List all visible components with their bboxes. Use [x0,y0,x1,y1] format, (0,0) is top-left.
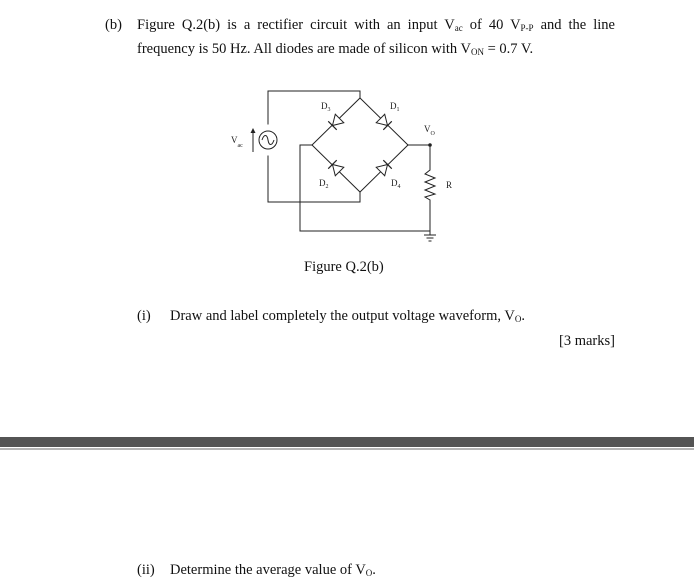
resistor [425,170,435,200]
vac-arrowhead [251,128,256,133]
bridge-rectifier-circuit [220,84,460,254]
statement-tail: and the line [540,17,615,33]
question-ii-text [170,561,376,582]
node-output [428,143,432,147]
statement-lead: Figure Q.2(b) is a rectifier circuit with an input V [137,17,455,33]
label-vac: $V_{ac}$ [231,135,243,149]
page-separator-bar [0,437,694,447]
von-subscript: ON [470,47,484,57]
figure-caption: Figure Q.2(b) [304,259,384,275]
label-d2: $D_2$ [319,178,329,190]
ground-symbol [424,235,436,241]
question-ii-label: (ii) [137,562,155,578]
vpp-subscript: P-P [520,23,534,33]
question-i-body: Draw and label completely the output voltage waveform, V [170,308,515,324]
wire-output [408,145,430,170]
problem-statement-line-1 [137,16,615,37]
statement-tail-2: = 0.7 V. [487,41,534,57]
marks-label: [3 marks] [559,333,615,349]
question-ii-subscript: O [365,568,373,578]
wire-return [300,145,430,231]
question-i-text [170,307,525,328]
problem-statement-line-2 [137,40,533,61]
label-d3: $D_3$ [321,101,331,113]
label-vo: $V_O$ [424,124,435,137]
question-i-period: . [521,308,525,324]
question-i-label: (i) [137,308,151,324]
wire-top [268,91,360,124]
question-ii-body: Determine the average value of V [170,562,366,578]
label-d4: $D_4$ [391,178,401,190]
question-i-subscript: O [514,314,522,324]
label-resistor: R [446,180,453,190]
vac-subscript: ac [454,23,463,33]
page-separator-line [0,448,694,450]
part-label: (b) [105,17,122,33]
question-ii-period: . [372,562,376,578]
statement-lead-2: frequency is 50 Hz. All diodes are made of silicon with V [137,41,471,57]
label-d1: $D_1$ [390,101,400,113]
statement-mid: of 40 V [469,17,521,33]
